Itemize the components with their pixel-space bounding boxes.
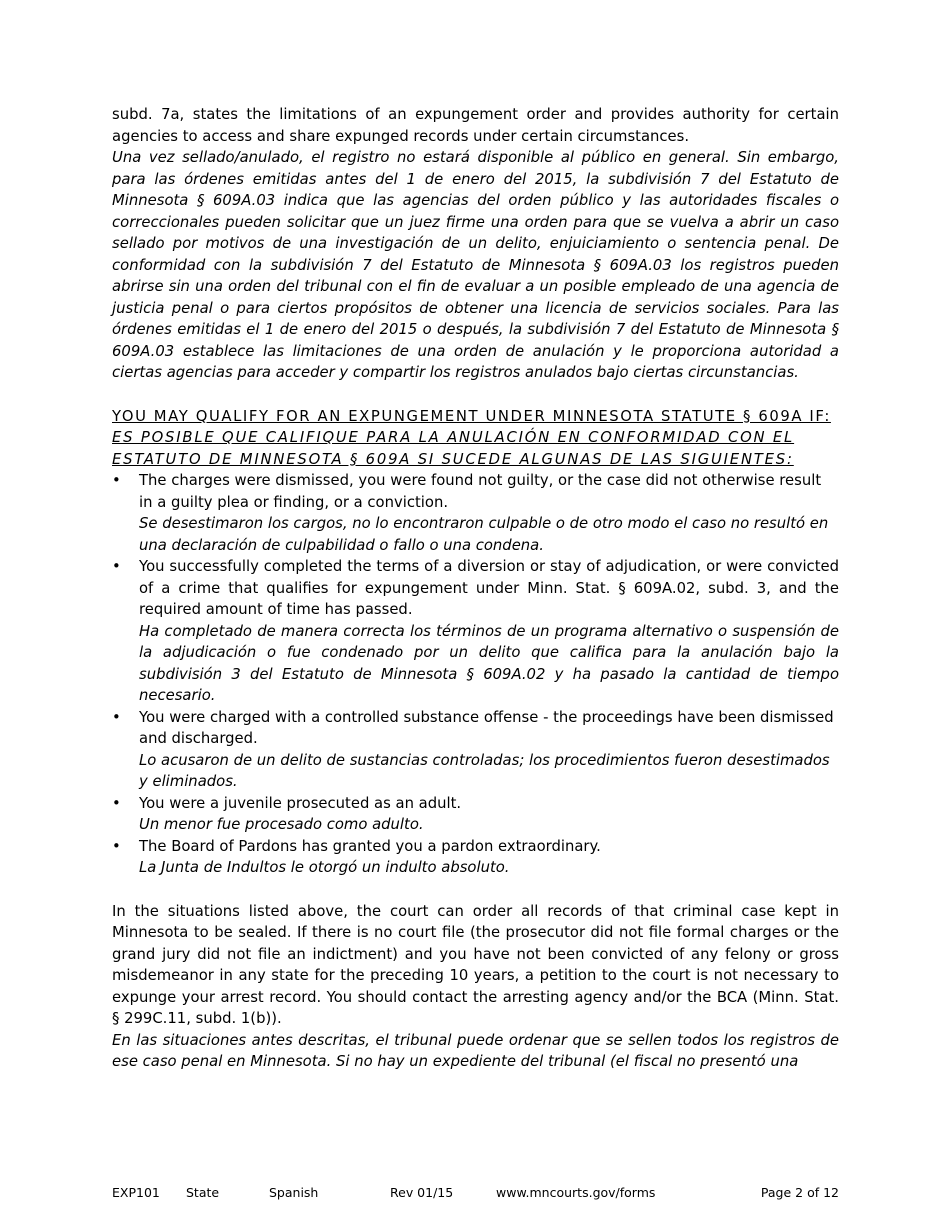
footer-form-number: EXP101 [112, 1185, 160, 1200]
footer-scope: State [186, 1185, 220, 1200]
footer-language: Spanish [269, 1185, 319, 1200]
spacer [112, 879, 839, 901]
list-item-spanish: Un menor fue procesado como adulto. [139, 816, 424, 833]
list-item-spanish: Ha completado de manera correcta los términos de un programa alternativo o suspensión de la adjudicación o fue condenado por un delito que califica para la anulación bajo la subdivisión 3 del Estatuto de Minnesota § 609A.02 y ha pasado la cantidad de tiempo necesario. [139, 622, 839, 704]
list-item-spanish: Se desestimaron los cargos, no lo encontraron culpable o de otro modo el caso no resultó en una declaración de culpabilidad o fallo o una condena. [139, 515, 829, 554]
intro-english: subd. 7a, states the limitations of an expungement order and provides authority for certain agencies to access and share expunged records under certain circumstances. [112, 106, 839, 145]
list-item [112, 836, 839, 879]
footer-revision: Rev 01/15 [390, 1185, 454, 1200]
bullet-icon: • [112, 558, 121, 575]
list-item-english: You successfully completed the terms of a diversion or stay of adjudication, or were convicted of a crime that qualifies for expungement under Minn. Stat. § 609A.02, subd. 3, and the required amount of time has passed. [139, 558, 839, 618]
list-item [112, 556, 839, 707]
bullet-icon: • [112, 708, 121, 726]
qualify-heading-english: YOU MAY QUALIFY FOR AN EXPUNGEMENT UNDER MINNESOTA STATUTE § 609A IF: [112, 407, 831, 425]
bullet-icon: • [112, 472, 121, 489]
list-item-english: You were charged with a controlled substance offense - the proceedings have been dismissed and discharged. [139, 708, 834, 747]
situations-english: In the situations listed above, the court can order all records of that criminal case kept in Minnesota to be sealed. If there is no court file (the prosecutor did not file formal charges or the grand jury did not file an indictment) and you have not been convicted of any felony or gross misdemeanor in any state for the preceding 10 years, a petition to the court is not necessary to expunge your arrest record. You should contact the arresting agency and/or the BCA (Minn. Stat. § 299C.11, subd. 1(b)). [112, 902, 839, 1027]
qualify-list [112, 470, 839, 879]
list-item [112, 793, 839, 836]
intro-spanish: Una vez sellado/anulado, el registro no estará disponible al público en general. Sin embargo, para las órdenes emitidas antes del 1 de enero del 2015, la subdivisión 7 del Estatuto de Minnesota § 609A.03 indica que las agencias del orden público y las autoridades fiscales o correccionales pueden solicitar que un juez firme una orden para que se vuelva a abrir un caso sellado por motivos de una investigación de un delito, enjuiciamiento o sentencia penal. De conformidad con la subdivisión 7 del Estatuto de Minnesota § 609A.03 los registros pueden abrirse sin una orden del tribunal con el fin de evaluar a un posible empleado de una agencia de justicia penal o para ciertos propósitos de obtener una licencia de servicios sociales. Para las órdenes emitidas el 1 de enero del 2015 o después, la subdivisión 7 del Estatuto de Minnesota § 609A.03 establece las limitaciones de una orden de anulación y le proporciona autoridad a ciertas agencias para acceder y compartir los registros anulados bajo ciertas circunstancias. [112, 149, 839, 381]
list-item-spanish: La Junta de Indultos le otorgó un indulto absoluto. [139, 859, 510, 876]
footer-website-link[interactable]: www.mncourts.gov/forms [496, 1185, 656, 1200]
bullet-icon: • [112, 837, 121, 855]
footer-page-number: Page 2 of 12 [760, 1185, 839, 1200]
situations-spanish: En las situaciones antes descritas, el tribunal puede ordenar que se sellen todos los registros de ese caso penal en Minnesota. Si no hay un expediente del tribunal (el fiscal no presentó una [112, 1031, 839, 1070]
list-item-spanish: Lo acusaron de un delito de sustancias controladas; los procedimientos fueron desestimados y eliminados. [139, 751, 830, 790]
qualify-heading-spanish: ES POSIBLE QUE CALIFIQUE PARA LA ANULACIÓN EN CONFORMIDAD CON EL ESTATUTO DE MINNESOTA § 609A SI SUCEDE ALGUNAS DE LAS SIGUIENTES: [112, 429, 795, 468]
document-body [112, 104, 839, 1073]
list-item-english: The Board of Pardons has granted you a pardon extraordinary. [139, 837, 601, 855]
spacer [112, 384, 839, 406]
list-item [112, 707, 839, 793]
page-footer [112, 1185, 839, 1203]
list-item-english: The charges were dismissed, you were found not guilty, or the case did not otherwise result in a guilty plea or finding, or a conviction. [139, 472, 822, 511]
bullet-icon: • [112, 794, 121, 812]
list-item [112, 470, 839, 556]
list-item-english: You were a juvenile prosecuted as an adult. [139, 794, 462, 812]
